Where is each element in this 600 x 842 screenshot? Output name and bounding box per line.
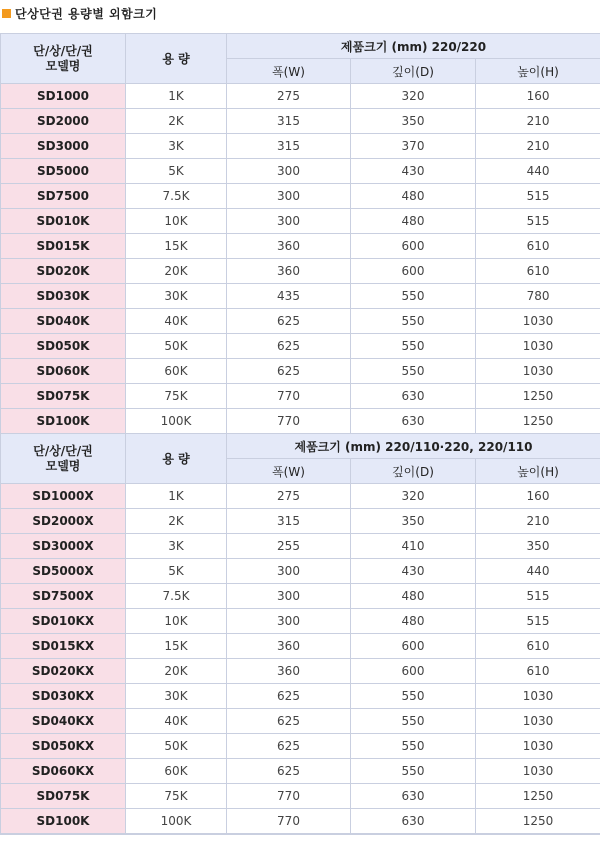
height-cell: 515 [476, 184, 600, 209]
model-cell: SD020K [1, 259, 126, 284]
capacity-cell: 30K [126, 284, 227, 309]
depth-cell: 550 [351, 759, 476, 784]
height-cell: 210 [476, 509, 600, 534]
capacity-cell: 50K [126, 334, 227, 359]
table-row [1, 259, 600, 284]
table-row [1, 484, 600, 509]
width-cell: 315 [227, 134, 351, 159]
model-cell: SD040KX [1, 709, 126, 734]
header-depth: 깊이(D) [351, 59, 476, 84]
depth-cell: 630 [351, 384, 476, 409]
height-cell: 515 [476, 584, 600, 609]
model-cell: SD030KX [1, 684, 126, 709]
width-cell: 300 [227, 584, 351, 609]
width-cell: 625 [227, 359, 351, 384]
header-capacity: 용 량 [126, 34, 227, 84]
depth-cell: 410 [351, 534, 476, 559]
depth-cell: 480 [351, 609, 476, 634]
model-cell: SD100K [1, 809, 126, 834]
header-model-line1: 단/상/단/권 [33, 443, 93, 458]
height-cell: 1030 [476, 734, 600, 759]
capacity-cell: 3K [126, 534, 227, 559]
model-cell: SD050K [1, 334, 126, 359]
width-cell: 625 [227, 309, 351, 334]
header-depth: 깊이(D) [351, 459, 476, 484]
table-row [1, 209, 600, 234]
model-cell: SD5000X [1, 559, 126, 584]
table-row [1, 284, 600, 309]
width-cell: 770 [227, 409, 351, 434]
width-cell: 315 [227, 509, 351, 534]
depth-cell: 600 [351, 659, 476, 684]
width-cell: 435 [227, 284, 351, 309]
table-body [1, 484, 600, 834]
table-row [1, 359, 600, 384]
height-cell: 210 [476, 109, 600, 134]
model-cell: SD7500X [1, 584, 126, 609]
capacity-cell: 60K [126, 359, 227, 384]
depth-cell: 600 [351, 634, 476, 659]
table-row [1, 234, 600, 259]
height-cell: 610 [476, 659, 600, 684]
model-cell: SD7500 [1, 184, 126, 209]
height-cell: 1030 [476, 684, 600, 709]
model-cell: SD050KX [1, 734, 126, 759]
capacity-cell: 2K [126, 509, 227, 534]
table-row [1, 759, 600, 784]
model-cell: SD3000 [1, 134, 126, 159]
model-cell: SD5000 [1, 159, 126, 184]
header-width: 폭(W) [227, 459, 351, 484]
width-cell: 360 [227, 634, 351, 659]
capacity-cell: 100K [126, 409, 227, 434]
width-cell: 360 [227, 234, 351, 259]
model-cell: SD2000 [1, 109, 126, 134]
header-model [1, 34, 126, 84]
model-cell: SD060KX [1, 759, 126, 784]
depth-cell: 550 [351, 684, 476, 709]
height-cell: 440 [476, 159, 600, 184]
capacity-cell: 5K [126, 559, 227, 584]
width-cell: 315 [227, 109, 351, 134]
depth-cell: 600 [351, 259, 476, 284]
table-body [1, 84, 600, 434]
table-row [1, 184, 600, 209]
header-model-line2: 모델명 [45, 458, 81, 473]
size-table-220 [0, 33, 600, 434]
width-cell: 300 [227, 159, 351, 184]
header-size-group: 제품크기 (mm) 220/220 [227, 34, 600, 59]
capacity-cell: 100K [126, 809, 227, 834]
depth-cell: 480 [351, 584, 476, 609]
depth-cell: 550 [351, 284, 476, 309]
bottom-divider [0, 834, 600, 835]
model-cell: SD2000X [1, 509, 126, 534]
capacity-cell: 7.5K [126, 584, 227, 609]
width-cell: 300 [227, 609, 351, 634]
height-cell: 1030 [476, 359, 600, 384]
width-cell: 770 [227, 784, 351, 809]
depth-cell: 370 [351, 134, 476, 159]
capacity-cell: 30K [126, 684, 227, 709]
model-cell: SD075K [1, 384, 126, 409]
height-cell: 350 [476, 534, 600, 559]
depth-cell: 550 [351, 359, 476, 384]
height-cell: 1030 [476, 309, 600, 334]
table-row [1, 509, 600, 534]
model-cell: SD1000 [1, 84, 126, 109]
table-row [1, 384, 600, 409]
height-cell: 780 [476, 284, 600, 309]
capacity-cell: 20K [126, 659, 227, 684]
header-model-line2: 모델명 [45, 58, 81, 73]
table-row [1, 159, 600, 184]
height-cell: 610 [476, 634, 600, 659]
depth-cell: 550 [351, 734, 476, 759]
table-row [1, 334, 600, 359]
height-cell: 160 [476, 484, 600, 509]
bullet-square-icon [2, 9, 11, 18]
model-cell: SD030K [1, 284, 126, 309]
height-cell: 1030 [476, 759, 600, 784]
width-cell: 360 [227, 259, 351, 284]
table-row [1, 534, 600, 559]
height-cell: 440 [476, 559, 600, 584]
table-row [1, 684, 600, 709]
table-row [1, 134, 600, 159]
table-row [1, 634, 600, 659]
depth-cell: 550 [351, 709, 476, 734]
table-row [1, 659, 600, 684]
capacity-cell: 60K [126, 759, 227, 784]
table-row [1, 809, 600, 834]
model-cell: SD015KX [1, 634, 126, 659]
width-cell: 275 [227, 484, 351, 509]
height-cell: 1030 [476, 709, 600, 734]
header-size-group: 제품크기 (mm) 220/110·220, 220/110 [227, 434, 600, 459]
height-cell: 160 [476, 84, 600, 109]
depth-cell: 320 [351, 484, 476, 509]
depth-cell: 550 [351, 309, 476, 334]
height-cell: 515 [476, 609, 600, 634]
table-row [1, 784, 600, 809]
capacity-cell: 7.5K [126, 184, 227, 209]
capacity-cell: 15K [126, 234, 227, 259]
model-cell: SD060K [1, 359, 126, 384]
width-cell: 625 [227, 709, 351, 734]
page-title: 단상단권 용량별 외함크기 [15, 7, 158, 21]
header-height: 높이(H) [476, 459, 600, 484]
table-row [1, 609, 600, 634]
height-cell: 1250 [476, 409, 600, 434]
capacity-cell: 20K [126, 259, 227, 284]
height-cell: 515 [476, 209, 600, 234]
depth-cell: 480 [351, 209, 476, 234]
capacity-cell: 1K [126, 484, 227, 509]
capacity-cell: 40K [126, 709, 227, 734]
height-cell: 1250 [476, 809, 600, 834]
table-row [1, 734, 600, 759]
width-cell: 625 [227, 334, 351, 359]
width-cell: 275 [227, 84, 351, 109]
header-width: 폭(W) [227, 59, 351, 84]
width-cell: 300 [227, 209, 351, 234]
capacity-cell: 10K [126, 609, 227, 634]
height-cell: 610 [476, 259, 600, 284]
capacity-cell: 10K [126, 209, 227, 234]
model-cell: SD100K [1, 409, 126, 434]
table-row [1, 109, 600, 134]
width-cell: 360 [227, 659, 351, 684]
table-row [1, 584, 600, 609]
depth-cell: 480 [351, 184, 476, 209]
model-cell: SD040K [1, 309, 126, 334]
table-row [1, 309, 600, 334]
model-cell: SD015K [1, 234, 126, 259]
width-cell: 625 [227, 759, 351, 784]
height-cell: 210 [476, 134, 600, 159]
width-cell: 770 [227, 384, 351, 409]
height-cell: 610 [476, 234, 600, 259]
model-cell: SD020KX [1, 659, 126, 684]
table-row [1, 559, 600, 584]
depth-cell: 600 [351, 234, 476, 259]
header-capacity: 용 량 [126, 434, 227, 484]
table-row [1, 84, 600, 109]
width-cell: 300 [227, 559, 351, 584]
table-row [1, 709, 600, 734]
depth-cell: 630 [351, 409, 476, 434]
width-cell: 255 [227, 534, 351, 559]
capacity-cell: 50K [126, 734, 227, 759]
capacity-cell: 75K [126, 384, 227, 409]
capacity-cell: 2K [126, 109, 227, 134]
header-model-line1: 단/상/단/권 [33, 43, 93, 58]
depth-cell: 550 [351, 334, 476, 359]
height-cell: 1250 [476, 384, 600, 409]
height-cell: 1030 [476, 334, 600, 359]
model-cell: SD3000X [1, 534, 126, 559]
depth-cell: 430 [351, 159, 476, 184]
model-cell: SD1000X [1, 484, 126, 509]
depth-cell: 350 [351, 509, 476, 534]
width-cell: 770 [227, 809, 351, 834]
depth-cell: 350 [351, 109, 476, 134]
header-model [1, 434, 126, 484]
size-table-220-110 [0, 433, 600, 834]
model-cell: SD075K [1, 784, 126, 809]
capacity-cell: 5K [126, 159, 227, 184]
table-row [1, 409, 600, 434]
depth-cell: 430 [351, 559, 476, 584]
width-cell: 300 [227, 184, 351, 209]
capacity-cell: 75K [126, 784, 227, 809]
width-cell: 625 [227, 734, 351, 759]
depth-cell: 320 [351, 84, 476, 109]
section-title-bar [0, 0, 600, 30]
model-cell: SD010K [1, 209, 126, 234]
capacity-cell: 3K [126, 134, 227, 159]
width-cell: 625 [227, 684, 351, 709]
header-height: 높이(H) [476, 59, 600, 84]
capacity-cell: 40K [126, 309, 227, 334]
depth-cell: 630 [351, 809, 476, 834]
height-cell: 1250 [476, 784, 600, 809]
model-cell: SD010KX [1, 609, 126, 634]
capacity-cell: 15K [126, 634, 227, 659]
depth-cell: 630 [351, 784, 476, 809]
capacity-cell: 1K [126, 84, 227, 109]
